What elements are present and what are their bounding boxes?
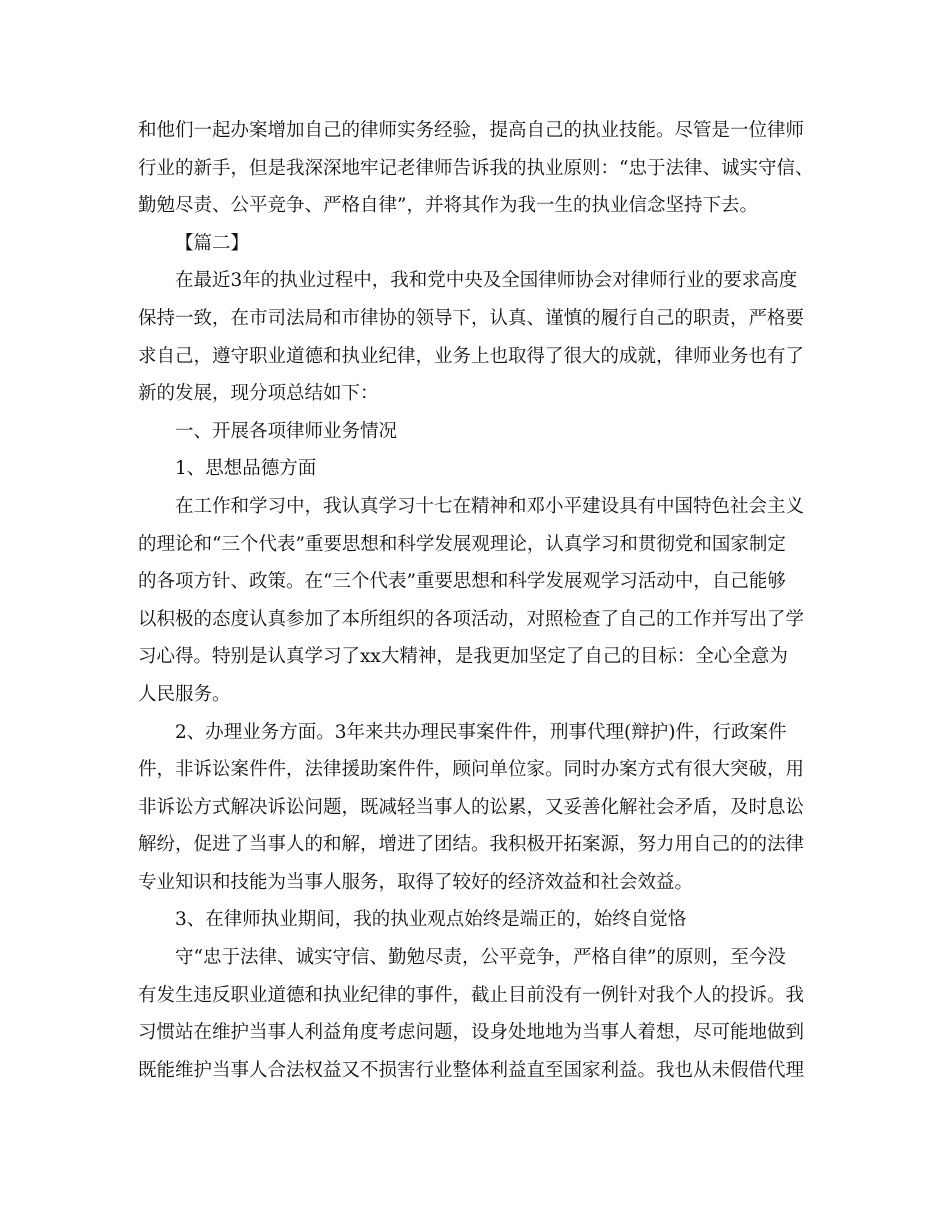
paragraph-line: 专业知识和技能为当事人服务，取得了较好的经济效益和社会效益。 [138, 871, 694, 893]
paragraph-line: 勤勉尽责、公平竞争、严格自律”，并将其作为我一生的执业信念坚持下去。 [138, 195, 758, 217]
paragraph-line: 保持一致，在市司法局和市律协的领导下，认真、谨慎的履行自己的职责，严格要 [138, 307, 805, 329]
paragraph-line: 既能维护当事人合法权益又不损害行业整体利益直至国家利益。我也从未假借代理 [138, 1059, 805, 1081]
paragraph-line: 守“忠于法律、诚实守信、勤勉尽责，公平竞争，严格自律”的原则，至今没 [175, 947, 786, 969]
paragraph-line: 解纷，促进了当事人的和解，增进了团结。我积极开拓案源，努力用自己的的法律 [138, 834, 805, 856]
paragraph-line: 人民服务。 [138, 683, 231, 705]
paragraph-line: 件，非诉讼案件件，法律援助案件件，顾问单位家。同时办案方式有很大突破，用 [138, 759, 805, 781]
paragraph-line: 在工作和学习中，我认真学习十七在精神和邓小平建设具有中国特色社会主义 [175, 495, 805, 517]
subheading: 一、开展各项律师业务情况 [175, 420, 398, 442]
paragraph-line: 习惯站在维护当事人利益角度考虑问题，设身处地地为当事人着想，尽可能地做到 [138, 1022, 805, 1044]
paragraph-line: 求自己，遵守职业道德和执业纪律，业务上也取得了很大的成就，律师业务也有了 [138, 345, 805, 367]
paragraph-line: 习心得。特别是认真学习了xx大精神，是我更加坚定了自己的目标：全心全意为 [138, 646, 788, 668]
subheading: 1、思想品德方面 [175, 458, 317, 480]
paragraph-line: 有发生违反职业道德和执业纪律的事件，截止目前没有一例针对我个人的投诉。我 [138, 984, 805, 1006]
section-heading: 【篇二】 [175, 232, 250, 254]
paragraph-line: 以积极的态度认真参加了本所组织的各项活动，对照检查了自己的工作并写出了学 [138, 608, 805, 630]
paragraph-line: 3、在律师执业期间，我的执业观点始终是端正的，始终自觉恪 [175, 909, 687, 931]
paragraph-line: 的各项方针、政策。在“三个代表”重要思想和科学发展观学习活动中，自己能够 [138, 571, 786, 593]
paragraph-line: 新的发展，现分项总结如下： [138, 383, 379, 405]
paragraph-line: 行业的新手，但是我深深地牢记老律师告诉我的执业原则：“忠于法律、诚实守信、 [138, 157, 814, 179]
paragraph-line: 2、办理业务方面。3年来共办理民事案件件，刑事代理(辩护)件，行政案件 [175, 721, 787, 743]
paragraph-line: 在最近3年的执业过程中，我和党中央及全国律师协会对律师行业的要求高度 [175, 270, 798, 292]
paragraph-line: 的理论和“三个代表”重要思想和科学发展观理论，认真学习和贯彻党和国家制定 [138, 533, 786, 555]
paragraph-line: 非诉讼方式解决诉讼问题，既减轻当事人的讼累，又妥善化解社会矛盾，及时息讼 [138, 796, 805, 818]
paragraph-line: 和他们一起办案增加自己的律师实务经验，提高自己的执业技能。尽管是一位律师 [138, 120, 805, 141]
